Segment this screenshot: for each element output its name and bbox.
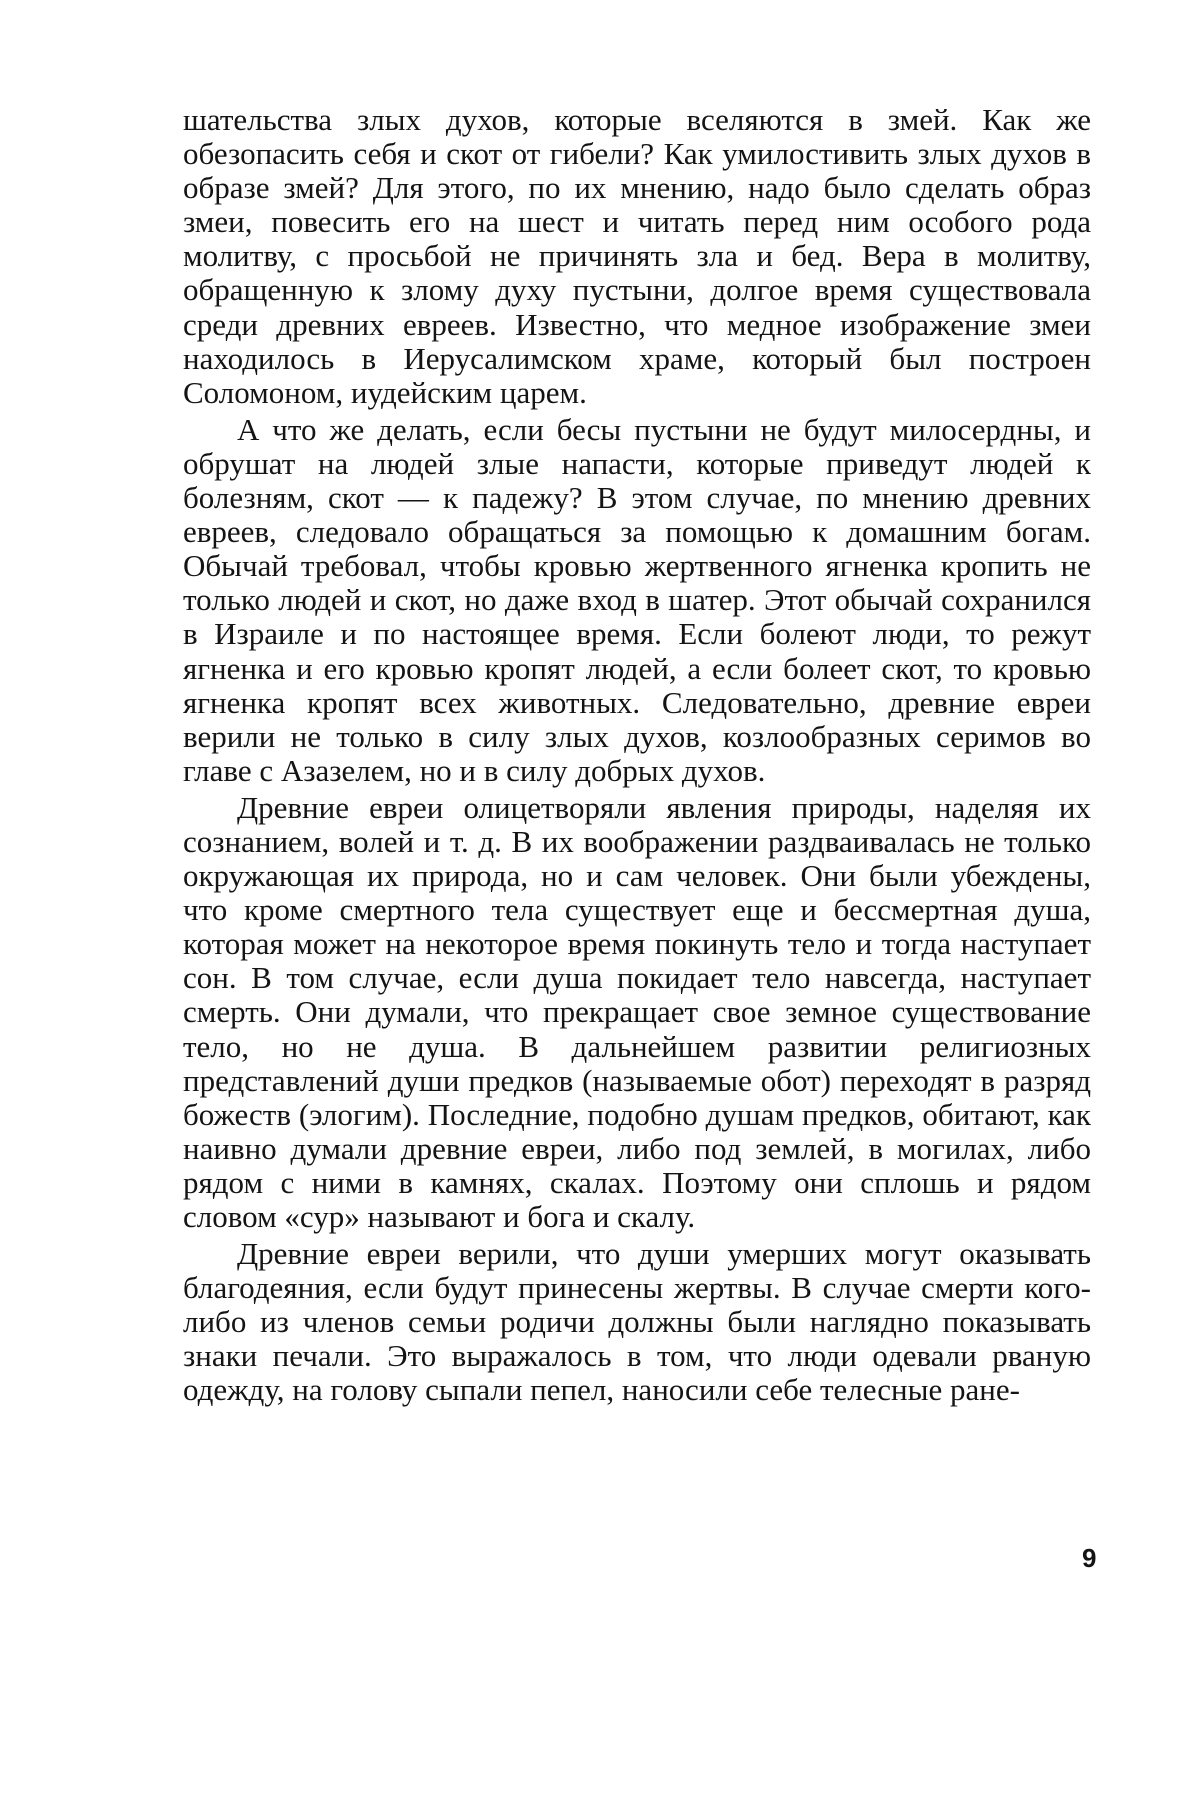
body-text <box>183 103 1091 1408</box>
page-number: 9 <box>1082 1543 1097 1573</box>
paragraph-1: шательства злых духов, которые вселяются в змей. Как же обезопасить себя и скот от гибели? Как умилостивить злых духов в образе змей? Для этого, по их мнению, надо было сделать образ змеи, повесить его на шест и читать перед ним особого рода молитву, с просьбой не причинять зла и бед. Вера в молитву, обращенную к злому духу пустыни, долгое время существовала среди древних евреев. Известно, что медное изображение змеи находилось в Иерусалимском храме, который был построен Соломоном, иудейским царем. <box>183 102 1091 410</box>
paragraph-3: Древние евреи олицетворяли явления природы, наделяя их сознанием, волей и т. д. В их воображении раздваивалась не только окружающая их природа, но и сам человек. Они были убеждены, что кроме смертного тела существует еще и бессмертная душа, которая может на некоторое время покинуть тело и тогда наступает сон. В том случае, если душа покидает тело навсегда, наступает смерть. Они думали, что прекращает свое земное существование тело, но не душа. В дальнейшем развитии религиозных представлений души предков (называемые обот) переходят в разряд божеств (элогим). Последние, подобно душам предков, обитают, как наивно думали древние евреи, либо под землей, в могилах, либо рядом с ними в камнях, скалах. Поэтому они сплошь и рядом словом «сур» называют и бога и скалу. <box>183 789 1091 1234</box>
paragraph-2: А что же делать, если бесы пустыни не будут милосердны, и обрушат на людей злые напасти, которые приведут людей к болезням, скот — к падежу? В этом случае, по мнению древних евреев, следовало обращаться за помощью к домашним богам. Обычай требовал, чтобы кровью жертвенного ягненка кропить не только людей и скот, но даже вход в шатер. Этот обычай сохранился в Израиле и по настоящее время. Если болеют люди, то режут ягненка и его кровью кропят людей, а если болеет скот, то кровью ягненка кропят всех животных. Следовательно, древние евреи верили не только в силу злых духов, козлообразных серимов во главе с Азазелем, но и в силу добрых духов. <box>183 411 1091 788</box>
paragraph-4: Древние евреи верили, что души умерших могут оказывать благодеяния, если будут принесены жертвы. В случае смерти кого-либо из членов семьи родичи должны были наглядно показывать знаки печали. Это выражалось в том, что люди одевали рваную одежду, на голову сыпали пепел, наносили себе телесные ране- <box>183 1236 1091 1408</box>
